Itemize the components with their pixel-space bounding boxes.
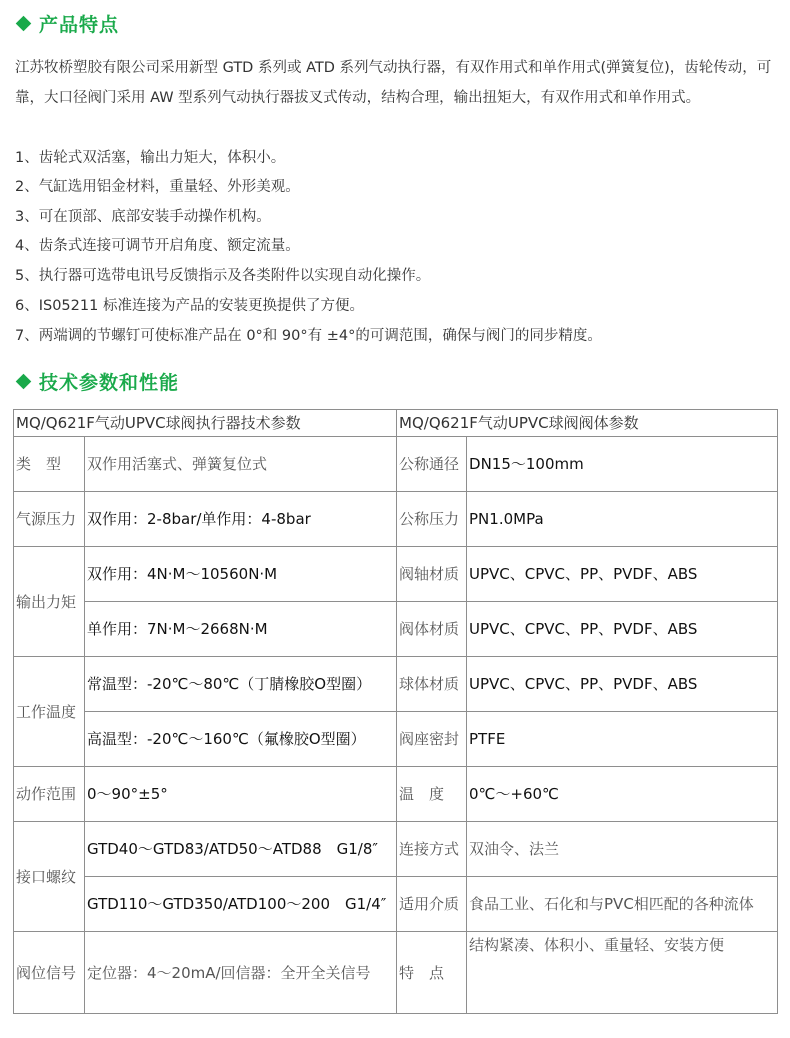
row-label: 工作温度 [14,657,85,767]
row-label: 输出力矩 [14,547,85,657]
row-value: DN15～100mm [467,437,778,492]
row-value: 结构紧凑、体积小、重量轻、安装方便 [467,932,778,1014]
table-row [14,932,778,1014]
row-value: GTD40～GTD83/ATD50～ATD88 G1/8″ [85,822,397,877]
table-header-body: MQ/Q621F气动UPVC球阀阀体参数 [397,410,778,437]
row-value: 定位器：4～20mA/回信器：全开全关信号 [85,932,397,1014]
row-value: 常温型：-20℃～80℃（丁腈橡胶O型圈） [85,657,397,712]
row-label: 球体材质 [397,657,467,712]
table-row [14,767,778,822]
row-value: 双作用：2-8bar/单作用：4-8bar [85,492,397,547]
feature-item: 4、齿条式连接可调节开启角度、额定流量。 [15,238,300,254]
table-row [14,657,778,712]
spec-table [13,409,778,1014]
row-label: 连接方式 [397,822,467,877]
feature-item: 3、可在顶部、底部安装手动操作机构。 [15,209,271,225]
table-row [14,712,778,767]
section-title-text: 技术参数和性能 [39,371,180,394]
row-value: 双油令、法兰 [467,822,778,877]
row-label: 动作范围 [14,767,85,822]
table-header-actuator: MQ/Q621F气动UPVC球阀执行器技术参数 [14,410,397,437]
table-row [14,492,778,547]
row-label: 阀位信号 [14,932,85,1014]
row-value: 0℃～+60℃ [467,767,778,822]
feature-item: 2、气缸选用铝金材料，重量轻、外形美观。 [15,179,300,195]
row-label: 阀座密封 [397,712,467,767]
table-row [14,822,778,877]
table-header-row [14,410,778,437]
row-label: 阀体材质 [397,602,467,657]
row-value: UPVC、CPVC、PP、PVDF、ABS [467,547,778,602]
table-row [14,437,778,492]
row-label: 阀轴材质 [397,547,467,602]
row-label: 适用介质 [397,877,467,932]
row-value: GTD110～GTD350/ATD100～200 G1/4″ [85,877,397,932]
feature-item: 6、IS05211 标准连接为产品的安装更换提供了方便。 [15,298,364,314]
section-title-text: 产品特点 [39,13,120,36]
row-value: 食品工业、石化和与PVC相匹配的各种流体 [467,877,778,932]
table-row [14,877,778,932]
row-value: 高温型：-20℃～160℃（氟橡胶O型圈） [85,712,397,767]
row-value: 单作用：7N·M～2668N·M [85,602,397,657]
row-label: 公称压力 [397,492,467,547]
row-label: 公称通径 [397,437,467,492]
row-value: 双作用：4N·M～10560N·M [85,547,397,602]
section-title-specs [16,368,179,394]
row-value: PTFE [467,712,778,767]
table-row [14,602,778,657]
row-label: 特 点 [397,932,467,1014]
diamond-bullet-icon [16,15,32,31]
feature-item: 5、执行器可选带电讯号反馈指示及各类附件以实现自动化操作。 [15,268,431,284]
row-value: UPVC、CPVC、PP、PVDF、ABS [467,657,778,712]
section-title-features [16,10,119,36]
intro-paragraph: 江苏牧桥塑胶有限公司采用新型 GTD 系列或 ATD 系列气动执行器，有双作用式和单作用式(弹簧复位)，齿轮传动，可靠，大口径阀门采用 AW 型系列气动执行器拔叉式传动，结构合理，输出扭矩大，有双作用式和单作用式。 [15,60,772,106]
table-row [14,547,778,602]
row-label: 气源压力 [14,492,85,547]
row-value: 0～90°±5° [85,767,397,822]
diamond-bullet-icon [16,373,32,389]
feature-item: 7、两端调的节螺钉可使标准产品在 0°和 90°有 ±4°的可调范围，确保与阀门的同步精度。 [15,328,602,344]
row-label: 温 度 [397,767,467,822]
row-value: UPVC、CPVC、PP、PVDF、ABS [467,602,778,657]
row-label: 接口螺纹 [14,822,85,932]
row-value: PN1.0MPa [467,492,778,547]
row-value: 双作用活塞式、弹簧复位式 [85,437,397,492]
row-label: 类 型 [14,437,85,492]
feature-item: 1、齿轮式双活塞，输出力矩大，体积小。 [15,150,286,166]
